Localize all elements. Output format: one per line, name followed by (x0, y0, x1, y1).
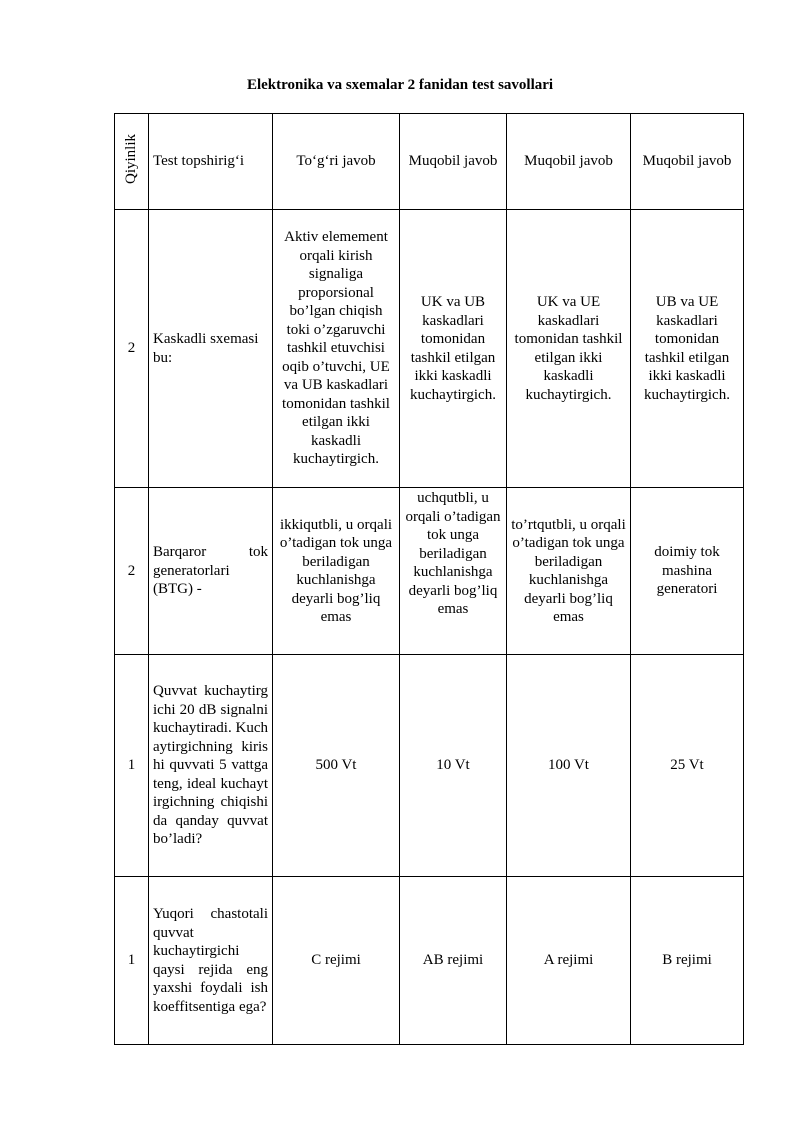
table-header-row (115, 114, 744, 210)
alternative-answer-cell: doimiy tok mashina generatori (631, 488, 744, 655)
table-row (115, 488, 744, 655)
correct-answer-cell: ikkiqutbli, u orqali o’tadigan tok unga beriladigan kuchlanishga deyarli bog’liq emas (273, 488, 400, 655)
alternative-answer-cell: UK va UB kaskadlari tomonidan tashkil etilgan ikki kaskadli kuchaytirgich. (400, 210, 507, 488)
table-row (115, 655, 744, 877)
table-row (115, 210, 744, 488)
table-row (115, 877, 744, 1045)
alternative-answer-cell: to’rtqutbli, u orqali o’tadigan tok unga beriladigan kuchlanishga deyarli bog’liq emas (507, 488, 631, 655)
header-alternative-answer-1: Muqobil javob (400, 114, 507, 210)
alternative-answer-cell: 10 Vt (400, 655, 507, 877)
task-cell: Kaskadli sxemasi bu: (149, 210, 273, 488)
alternative-answer-cell: uchqutbli, u orqali o’tadigan tok unga beriladigan kuchlanishga deyarli bog’liq emas (400, 488, 507, 655)
alternative-answer-cell: UK va UE kaskadlari tomonidan tashkil etilgan ikki kaskadli kuchaytirgich. (507, 210, 631, 488)
difficulty-cell: 1 (115, 877, 149, 1045)
alternative-answer-cell: AB rejimi (400, 877, 507, 1045)
header-alternative-answer-3: Muqobil javob (631, 114, 744, 210)
difficulty-cell: 1 (115, 655, 149, 877)
alternative-answer-cell: B rejimi (631, 877, 744, 1045)
header-alternative-answer-2: Muqobil javob (507, 114, 631, 210)
correct-answer-cell: 500 Vt (273, 655, 400, 877)
alternative-answer-cell: A rejimi (507, 877, 631, 1045)
test-questions-table (114, 113, 744, 1045)
difficulty-cell: 2 (115, 210, 149, 488)
alternative-answer-cell: 100 Vt (507, 655, 631, 877)
header-difficulty: Qiyinlik (115, 114, 149, 210)
task-cell: Barqaror tok generatorlari (BTG) - (149, 488, 273, 655)
difficulty-cell: 2 (115, 488, 149, 655)
task-cell: Quvvat kuchaytirgichi 20 dB signalni kuchaytiradi. Kuchaytirgichning kirishi quvvati 5 vattga teng, ideal kuchaytirgichning chiqishida qanday quvvat bo’ladi? (149, 655, 273, 877)
correct-answer-cell: Aktiv elemement orqali kirish signaliga proporsional bo’lgan chiqish toki o’zgaruvchi tashkil etuvchisi oqib o’tuvchi, UE va UB kaskadlari tomonidan tashkil etilgan ikki kaskadli kuchaytirgich. (273, 210, 400, 488)
page-title: Elektronika va sxemalar 2 fanidan test savollari (246, 77, 554, 93)
correct-answer-cell: C rejimi (273, 877, 400, 1045)
header-task: Test topshirig‘i (149, 114, 273, 210)
alternative-answer-cell: UB va UE kaskadlari tomonidan tashkil etilgan ikki kaskadli kuchaytirgich. (631, 210, 744, 488)
header-correct-answer: To‘g‘ri javob (273, 114, 400, 210)
alternative-answer-cell: 25 Vt (631, 655, 744, 877)
task-cell: Yuqori chastotali quvvat kuchaytirgichi qaysi rejida eng yaxshi foydali ish koeffitsentiga ega? (149, 877, 273, 1045)
